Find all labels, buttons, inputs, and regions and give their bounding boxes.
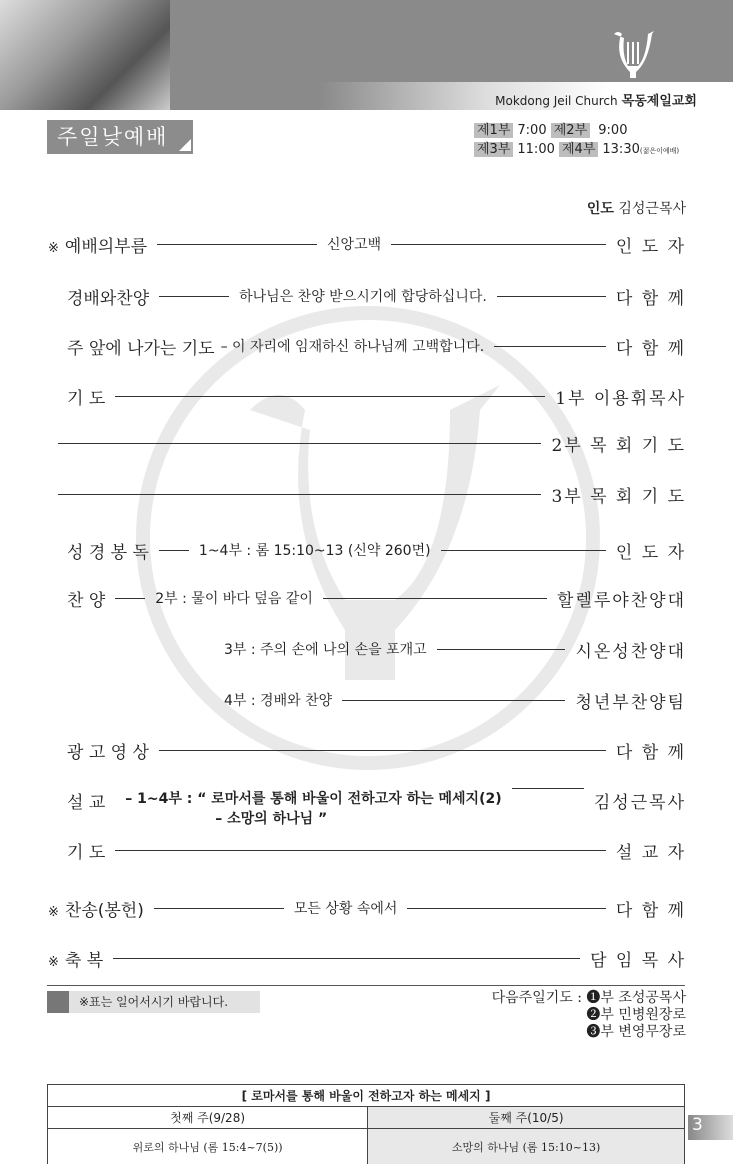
order-label [48,334,215,359]
order-row [48,738,686,762]
order-responsible: 다 함 께 [615,338,686,359]
leader-line [391,244,606,245]
order-detail [199,540,431,560]
service-label: 제3부 [474,142,513,157]
order-label [48,586,105,611]
order-responsible: 3부 목 회 기 도 [551,486,686,507]
order-label-text: 기 도 [67,842,106,863]
order-label [48,896,144,921]
order-detail [125,788,501,828]
church-name-en: Mokdong Jeil Church [495,94,618,108]
order-label [48,738,149,763]
order-responsible: 다 함 께 [615,742,686,763]
praying-hands-photo [0,0,170,110]
order-row [48,946,686,970]
order-responsible: 2부 목 회 기 도 [551,435,686,456]
note-text: ※표는 일어서시기 바랍니다. [79,995,229,1009]
order-row [48,482,686,506]
leader-line [407,908,605,909]
order-responsible: 다 함 께 [615,288,686,309]
order-detail-text: 1~4부 : 롬 15:10~13 (신약 260면) [198,543,431,559]
leader-line [441,550,606,551]
order-responsible: 담 임 목 사 [590,950,686,971]
next-prayer-label: 다음주일기도 : [491,990,582,1006]
order-row [48,838,686,862]
table-title: [ 로마서를 통해 바울이 전하고자 하는 메세지 ] [48,1085,685,1107]
service-time: 7:00 [517,123,547,138]
order-detail-text: 3부 : 주의 손에 나의 손을 포개고 [224,642,427,658]
order-label-text: 주 앞에 나가는 기도 [67,338,215,359]
order-responsible: 김성근목사 [593,793,686,813]
order-responsible: 1부 이용휘목사 [555,388,686,409]
order-label-text: 광 고 영 상 [67,742,149,763]
lyre-logo-icon [608,28,658,82]
leader-label: 인도 [586,201,614,217]
order-row [48,334,686,358]
order-responsible: 할렐루야찬양대 [557,590,686,611]
order-label [48,284,149,309]
service-label: 제2부 [551,123,590,138]
order-detail-text: 하나님은 찬양 받으시기에 합당하십니다. [239,289,487,305]
order-detail [221,336,485,356]
required-standing-mark: ※ [48,954,59,970]
order-detail-text-2: – 소망의 하나님 ” [215,811,328,827]
service-label: 제4부 [559,142,598,157]
leader-line [342,700,565,701]
divider [47,985,685,986]
order-label [48,838,105,863]
leader-line [58,443,541,444]
leader-line [113,958,580,959]
order-label [48,232,147,257]
leader-line [157,244,317,245]
order-detail [224,639,427,659]
order-detail [224,690,332,710]
order-detail [294,898,398,918]
service-times [474,121,679,161]
order-label-text: 찬송(봉헌) [64,900,144,921]
order-row [48,538,686,562]
church-name-ko: 목동제일교회 [621,94,697,109]
order-detail-text: 신앙고백 [327,237,382,253]
sermon-series-table [47,1084,685,1164]
leader-line [159,750,606,751]
next-prayer-item: ❷부 민병원장로 [586,1007,686,1023]
order-responsible: 다 함 께 [615,900,686,921]
order-responsible: 설 교 자 [615,842,686,863]
order-row [48,637,686,661]
leader-line [512,788,584,789]
order-label-text: 경배와찬양 [67,288,150,309]
service-time: 13:30 [602,142,640,157]
order-detail-text: – 이 자리에 임재하신 하나님께 고백합니다. [220,339,485,355]
note-square [47,991,69,1013]
order-row [48,586,686,610]
order-detail-text: – 1~4부 : “ 로마서를 통해 바울이 전하고자 하는 메세지(2) [125,791,502,807]
order-label [48,538,149,563]
order-row [48,788,686,827]
leader-line [154,908,284,909]
leader-name: 김성근목사 [618,201,686,217]
order-responsible: 인 도 자 [615,236,686,257]
order-label-text: 축 복 [64,950,104,971]
order-label-text: 기 도 [67,388,106,409]
table-cell: 위로의 하나님 (롬 15:4~7(5)) [48,1129,368,1164]
order-detail [327,234,381,254]
corner-mark [179,139,191,151]
leader-line [323,598,547,599]
order-row [48,232,686,256]
leader-line [494,346,606,347]
section-title [47,120,193,154]
order-responsible: 시온성찬양대 [575,641,686,662]
leader-line [159,296,229,297]
service-label: 제1부 [474,123,513,138]
table-cell: 소망의 하나님 (롬 15:10~13) [368,1129,685,1164]
next-prayer-item: ❶부 조성공목사 [586,990,686,1006]
leader-line [437,649,566,650]
page-number: 3 [688,1115,733,1140]
leader-line [115,850,606,851]
order-detail [239,286,487,306]
leader-line [115,598,145,599]
order-label-text: 성 경 봉 독 [67,542,149,563]
order-label-text: 설 교 [67,793,106,813]
standing-note [47,991,260,1013]
order-row [48,896,686,920]
service-note: (젊은이예배) [639,147,680,155]
next-prayer-item: ❸부 변영무장로 [586,1024,686,1040]
order-label [48,384,105,409]
leader-line [587,198,686,218]
required-standing-mark: ※ [48,904,59,920]
order-detail [155,588,313,608]
order-responsible: 인 도 자 [615,542,686,563]
order-responsible: 청년부찬양팀 [575,692,686,713]
service-time: 9:00 [598,123,628,138]
table-header: 둘째 주(10/5) [368,1107,685,1129]
order-label-text: 찬 양 [67,590,106,611]
order-label [48,946,103,971]
service-time: 11:00 [517,142,555,157]
leader-line [58,494,541,495]
order-detail-text: 2부 : 물이 바다 덮음 같이 [155,591,313,607]
required-standing-mark: ※ [48,240,59,256]
leader-line [159,550,189,551]
order-row [48,284,686,308]
leader-line [497,296,606,297]
leader-line [115,396,545,397]
order-row [48,431,686,455]
order-detail-text: 모든 상황 속에서 [293,901,398,917]
order-label-text: 예배의부름 [64,236,148,257]
order-label [48,788,105,813]
order-detail-text: 4부 : 경배와 찬양 [224,693,333,709]
church-name [495,90,697,109]
order-row [48,384,686,408]
next-prayer [492,990,686,1041]
table-header: 첫째 주(9/28) [48,1107,368,1129]
order-row [48,688,686,712]
section-title-text: 주일낮예배 [57,125,169,149]
